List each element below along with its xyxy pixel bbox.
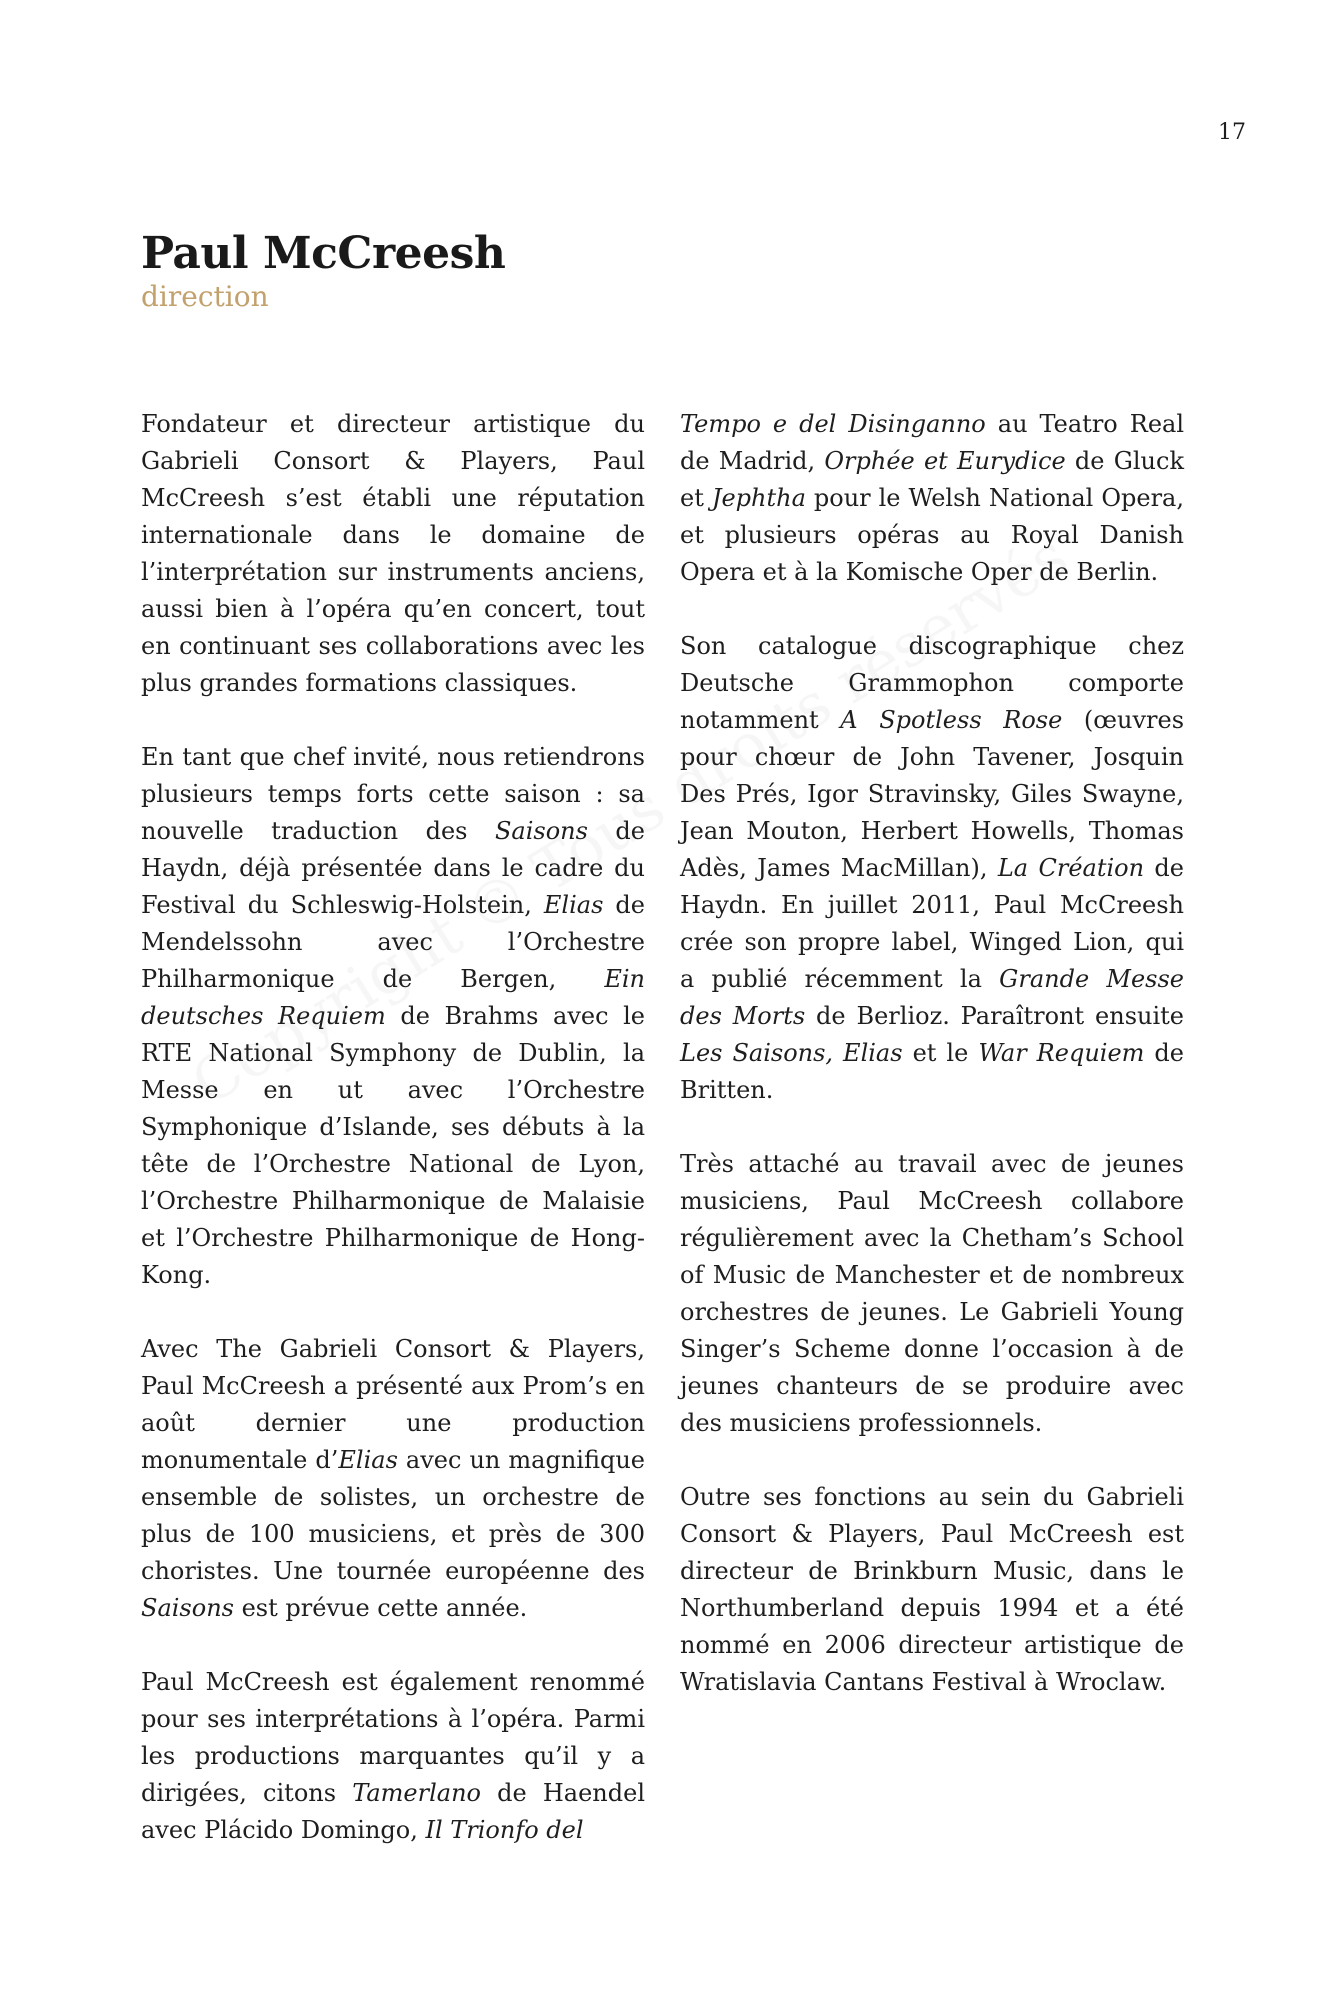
work-title: Tempo e del Disinganno	[680, 410, 986, 438]
paragraph: Outre ses fonctions au sein du Gabrieli Consort & Players, Paul McCreesh est directeur de Brinkburn Music, dans le Northumberland depuis 1994 et a été nommé en 2006 directeur artistique de Wratislavia Cantans Festival à Wroclaw.	[680, 1483, 1184, 1696]
left-column	[141, 406, 645, 1849]
paragraph: Avec The Gabrieli Consort & Players, Paul McCreesh a présenté aux Prom’s en août dernier une production monumentale d’Elias avec un magnifique ensemble de solistes, un orchestre de plus de 100 musiciens, et près de 300 choristes. Une tournée européenne des Saisons est prévue cette année.	[141, 1335, 645, 1622]
page-number: 17	[1218, 120, 1246, 145]
work-title: Jephtha	[711, 484, 806, 512]
work-title: Saisons	[494, 817, 588, 845]
paragraph: Fondateur et directeur artistique du Gabrieli Consort & Players, Paul McCreesh s’est établi une réputation internationale dans le domaine de l’interprétation sur instruments anciens, aussi bien à l’opéra qu’en concert, tout en continuant ses collaborations avec les plus grandes formations classiques.	[141, 410, 645, 697]
work-title: Tamerlano	[352, 1779, 481, 1807]
paragraph: En tant que chef invité, nous retiendrons plusieurs temps forts cette saison : sa nouvelle traduction des Saisons de Haydn, déjà présentée dans le cadre du Festival du Schleswig-Holstein, Elias de Mendelssohn avec l’Orchestre Philharmonique de Bergen, Ein deutsches Requiem de Brahms avec le RTE National Symphony de Dublin, la Messe en ut avec l’Orchestre Symphonique d’Islande, ses débuts à la tête de l’Orchestre National de Lyon, l’Orchestre Philharmonique de Malaisie et l’Orchestre Philharmonique de Hong-Kong.	[141, 743, 646, 1289]
work-title: War Requiem	[978, 1039, 1145, 1067]
work-title: A Spotless Rose	[840, 706, 1063, 734]
work-title: La Création	[997, 854, 1145, 882]
work-title: Il Trionfo del	[425, 1816, 584, 1844]
paragraph: Paul McCreesh est également renommé pour ses interprétations à l’opéra. Parmi les productions marquantes qu’il y a dirigées, citons Tamerlano de Haendel avec Plácido Domingo, Il Trionfo del	[141, 1668, 645, 1844]
work-title: Elias	[338, 1446, 398, 1474]
page-title: Paul McCreesh	[141, 228, 506, 279]
paragraph: Très attaché au travail avec de jeunes musiciens, Paul McCreesh collabore régulièrement avec la Chetham’s School of Music de Manchester et de nombreux orchestres de jeunes. Le Gabrieli Young Singer’s Scheme donne l’occasion à de jeunes chanteurs de se produire avec des musiciens professionnels.	[680, 1150, 1184, 1437]
work-title: Saisons	[141, 1594, 234, 1622]
work-title: Orphée et Eurydice	[824, 447, 1066, 475]
paragraph: Tempo e del Disinganno au Teatro Real de Madrid, Orphée et Eurydice de Gluck et Jephtha pour le Welsh National Opera, et plusieurs opéras au Royal Danish Opera et à la Komische Oper de Berlin.	[680, 410, 1184, 586]
article-header	[141, 228, 505, 314]
work-title: Ein deutsches Requiem	[141, 965, 645, 1030]
paragraph: Son catalogue discographique chez Deutsche Grammophon comporte notamment A Spotless Rose (œuvres pour chœur de John Tavener, Josquin Des Prés, Igor Stravinsky, Giles Swayne, Jean Mouton, Herbert Howells, Thomas Adès, James MacMillan), La Création de Haydn. En juillet 2011, Paul McCreesh crée son propre label, Winged Lion, qui a publié récemment la Grande Messe des Morts de Berlioz. Paraîtront ensuite Les Saisons, Elias et le War Requiem de Britten.	[680, 632, 1185, 1104]
work-title: Elias	[543, 891, 604, 919]
subtitle-role: direction	[141, 280, 269, 313]
work-title: Grande Messe des Morts	[680, 965, 1185, 1030]
work-title: Les Saisons, Elias	[680, 1039, 903, 1067]
right-column	[680, 406, 1184, 1701]
